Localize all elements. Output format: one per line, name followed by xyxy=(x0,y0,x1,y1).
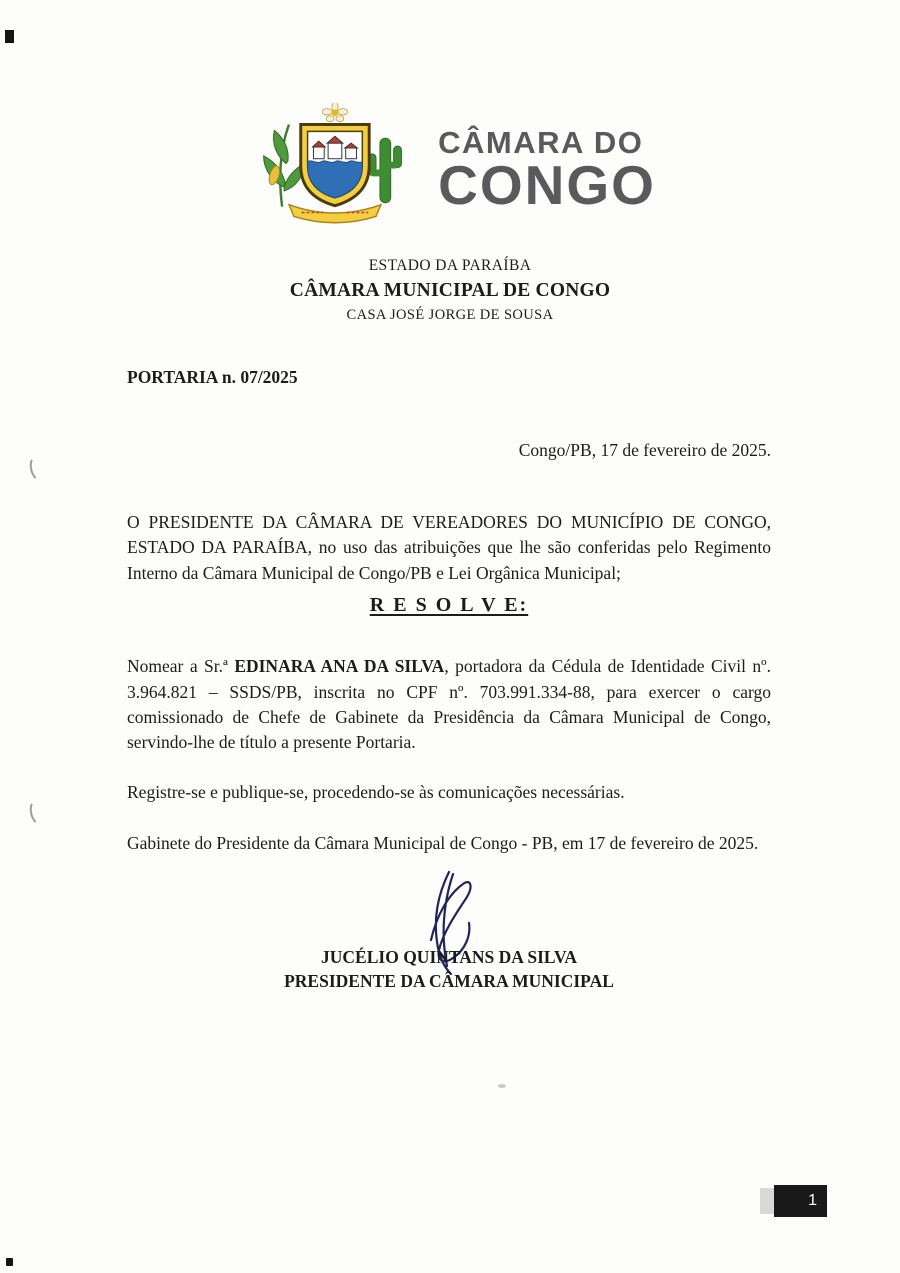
appointee-name: EDINARA ANA DA SILVA xyxy=(234,656,445,677)
scan-artifact-corner xyxy=(5,30,14,43)
appointment-prefix: Nomear a Sr.ª xyxy=(127,656,235,677)
dateline: Congo/PB, 17 de fevereiro de 2025. xyxy=(518,439,771,460)
scan-artifact-dot xyxy=(6,1258,13,1266)
org-state: ESTADO DA PARAÍBA xyxy=(368,257,532,274)
appointment-paragraph xyxy=(127,654,771,756)
closing-paragraph: Gabinete do Presidente da Câmara Municipal de Congo - PB, em 17 de fevereiro de 2025. xyxy=(127,833,759,854)
portaria-number: PORTARIA n. 07/2025 xyxy=(127,367,298,388)
signer-title: PRESIDENTE DA CÂMARA MUNICIPAL xyxy=(284,971,614,992)
appointment-suffix: , portadora da Cédula de Identidade Civil nº. 3.964.821 – SSDS/PB, inscrita no CPF nº. 703.991.334-88, para exercer o cargo comissionado de Chefe de Gabinete da Presidência da Câmara Municipal de Congo, servindo-lhe de título a presente Portaria. xyxy=(127,656,771,753)
signature-block xyxy=(127,868,771,993)
crest-flower xyxy=(322,103,347,122)
register-line: Registre-se e publique-se, procedendo-se às comunicações necessárias. xyxy=(127,781,625,802)
preamble-paragraph: O PRESIDENTE DA CÂMARA DE VEREADORES DO MUNICÍPIO DE CONGO, ESTADO DA PARAÍBA, no uso das atribuições que lhe são conferidas pelo Regimento Interno da Câmara Municipal de Congo/PB e Lei Orgânica Municipal; xyxy=(127,512,771,583)
page-number: 1 xyxy=(808,1192,817,1209)
document-body xyxy=(127,365,771,993)
coat-of-arms-icon xyxy=(244,103,422,235)
signer-name: JUCÉLIO QUINTANS DA SILVA xyxy=(321,947,577,968)
scan-artifact-curve xyxy=(27,798,49,827)
org-institution: CÂMARA MUNICIPAL DE CONGO xyxy=(289,280,611,301)
letterhead xyxy=(0,0,900,325)
logo-title-line2: CONGO xyxy=(438,154,656,217)
logo xyxy=(0,103,900,235)
org-block xyxy=(0,255,900,325)
resolve-line xyxy=(127,591,771,620)
page-number-badge xyxy=(774,1185,827,1217)
logo-wordmark xyxy=(438,124,656,217)
scan-artifact-curve xyxy=(27,454,49,483)
org-house: CASA JOSÉ JORGE DE SOUSA xyxy=(346,306,554,323)
crest-cactus xyxy=(368,138,401,203)
scan-artifact-speck xyxy=(498,1084,506,1088)
crest-shield xyxy=(301,125,369,206)
crest-corn xyxy=(264,125,305,207)
logo-title-line1: CÂMARA DO xyxy=(438,124,644,160)
resolve-text: R E S O L V E: xyxy=(369,594,529,617)
crest-ribbon xyxy=(289,205,381,223)
